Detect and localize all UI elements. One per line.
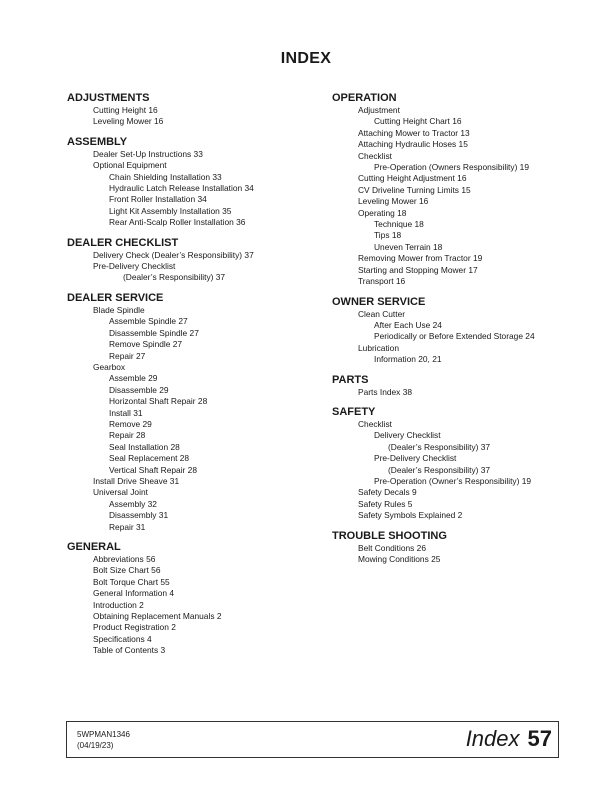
index-entry: Transport 16 <box>358 276 406 287</box>
index-entry: Chain Shielding Installation 33 <box>109 171 222 182</box>
index-section-adjustments <box>67 92 317 128</box>
section-heading: DEALER SERVICE <box>67 291 164 304</box>
index-entry: Remove 29 <box>109 418 152 429</box>
index-entry: Horizontal Shaft Repair 28 <box>109 396 208 407</box>
index-entry: Bolt Size Chart 56 <box>93 565 161 576</box>
index-entry: Assemble Spindle 27 <box>109 316 188 327</box>
index-right-column <box>332 92 592 573</box>
index-entry: Seal Installation 28 <box>109 441 180 452</box>
index-entry: Product Registration 2 <box>93 622 176 633</box>
section-heading: ADJUSTMENTS <box>67 92 150 104</box>
index-section-operation <box>332 92 592 288</box>
index-section-parts <box>332 374 592 398</box>
section-heading: ASSEMBLY <box>67 135 128 148</box>
section-heading: DEALER CHECKLIST <box>67 236 179 249</box>
index-entry: Information 20, 21 <box>374 354 442 365</box>
index-entry: General Information 4 <box>93 588 175 599</box>
page-title: INDEX <box>280 50 332 67</box>
index-entry: Safety Decals 9 <box>358 487 417 498</box>
index-entry: Delivery Checklist <box>374 430 441 441</box>
section-heading: SAFETY <box>332 405 376 418</box>
index-entry: CV Driveline Turning Limits 15 <box>358 184 471 195</box>
index-section-dealer-checklist <box>67 237 317 284</box>
index-entry: Leveling Mower 16 <box>358 196 429 207</box>
index-entry: Table of Contents 3 <box>93 645 166 656</box>
index-entry: Assemble 29 <box>109 373 158 384</box>
index-entry: Obtaining Replacement Manuals 2 <box>93 611 222 622</box>
index-entry: Tips 18 <box>374 230 402 241</box>
index-entry: Cutting Height Chart 16 <box>374 116 462 127</box>
index-entry: Checklist <box>358 418 392 429</box>
index-entry: Disassemble Spindle 27 <box>109 327 199 338</box>
index-entry: Removing Mower from Tractor 19 <box>358 253 483 264</box>
section-heading: GENERAL <box>67 541 121 553</box>
index-entry: Cutting Height Adjustment 16 <box>358 173 467 184</box>
index-section-assembly <box>67 136 317 229</box>
document-number: 5WPMAN1346 <box>77 730 130 739</box>
index-entry: Install 31 <box>109 407 143 418</box>
document-date: (04/19/23) <box>77 741 114 750</box>
index-entry: Remove Spindle 27 <box>109 339 183 350</box>
page-footer <box>66 721 559 758</box>
index-entry: Delivery Check (Dealer’s Responsibility) 37 <box>93 249 254 260</box>
index-section-general <box>67 541 317 657</box>
index-entry: Universal Joint <box>93 487 148 498</box>
index-entry: Safety Rules 5 <box>358 498 413 509</box>
index-entry: Rear Anti-Scalp Roller Installation 36 <box>109 217 246 228</box>
index-entry: Bolt Torque Chart 55 <box>93 576 170 587</box>
index-entry: Mowing Conditions 25 <box>358 554 441 564</box>
index-entry: Abbreviations 56 <box>93 554 156 564</box>
index-entry: Periodically or Before Extended Storage 24 <box>374 331 535 342</box>
section-label: Index <box>465 726 520 751</box>
index-entry: Starting and Stopping Mower 17 <box>358 264 478 275</box>
index-section-safety <box>332 406 592 522</box>
index-entry: Technique 18 <box>374 219 424 230</box>
index-entry: Optional Equipment <box>93 160 167 171</box>
index-entry: Repair 27 <box>109 350 146 361</box>
index-entry: Install Drive Sheave 31 <box>93 475 180 486</box>
index-entry: Uneven Terrain 18 <box>374 241 443 252</box>
index-entry: Pre-Operation (Owner’s Responsibility) 19 <box>374 475 532 486</box>
index-entry: Assembly 32 <box>109 498 157 509</box>
index-entry: Front Roller Installation 34 <box>109 194 207 205</box>
index-entry: (Dealer’s Responsibility) 37 <box>388 464 491 475</box>
index-section-dealer-service <box>67 292 317 533</box>
index-section-trouble-shooting <box>332 530 592 566</box>
section-heading: PARTS <box>332 373 369 386</box>
index-entry: Repair 28 <box>109 430 146 441</box>
index-entry: Pre-Operation (Owners Responsibility) 19 <box>374 162 529 173</box>
index-entry: Attaching Hydraulic Hoses 15 <box>358 139 468 150</box>
index-entry: Attaching Mower to Tractor 13 <box>358 127 470 138</box>
index-entry: Specifications 4 <box>93 633 152 644</box>
index-entry: Vertical Shaft Repair 28 <box>109 464 197 475</box>
index-entry: Dealer Set-Up Instructions 33 <box>93 148 203 159</box>
index-entry: Checklist <box>358 150 392 161</box>
section-heading: OPERATION <box>332 92 397 104</box>
index-entry: Introduction 2 <box>93 599 144 610</box>
index-entry: Light Kit Assembly Installation 35 <box>109 205 232 216</box>
index-entry: (Dealer’s Responsibility) 37 <box>388 441 491 452</box>
section-heading: TROUBLE SHOOTING <box>332 529 447 542</box>
index-entry: Parts Index 38 <box>358 386 413 397</box>
page-number: 57 <box>527 726 552 751</box>
index-section-owner-service <box>332 296 592 366</box>
index-entry: Seal Replacement 28 <box>109 453 190 464</box>
page-label <box>466 725 552 753</box>
section-heading: OWNER SERVICE <box>332 295 426 308</box>
index-entry: Gearbox <box>93 361 126 372</box>
index-entry: Leveling Mower 16 <box>93 116 164 127</box>
index-entry: Pre-Delivery Checklist <box>374 453 457 464</box>
index-entry: (Dealer’s Responsibility) 37 <box>123 272 226 283</box>
index-entry: Safety Symbols Explained 2 <box>358 510 463 521</box>
index-left-column <box>67 92 317 665</box>
index-entry: Repair 31 <box>109 521 146 532</box>
index-entry: Adjustment <box>358 105 400 115</box>
index-entry: Disassemble 29 <box>109 384 169 395</box>
index-entry: Pre-Delivery Checklist <box>93 261 176 272</box>
index-entry: Clean Cutter <box>358 308 406 319</box>
index-entry: Belt Conditions 26 <box>358 542 426 553</box>
index-entry: Hydraulic Latch Release Installation 34 <box>109 183 254 194</box>
index-entry: Blade Spindle <box>93 304 145 315</box>
index-entry: Lubrication <box>358 342 399 353</box>
index-entry: Cutting Height 16 <box>93 105 158 115</box>
index-entry: After Each Use 24 <box>374 319 442 330</box>
index-entry: Disassembly 31 <box>109 510 169 521</box>
index-entry: Operating 18 <box>358 207 407 218</box>
